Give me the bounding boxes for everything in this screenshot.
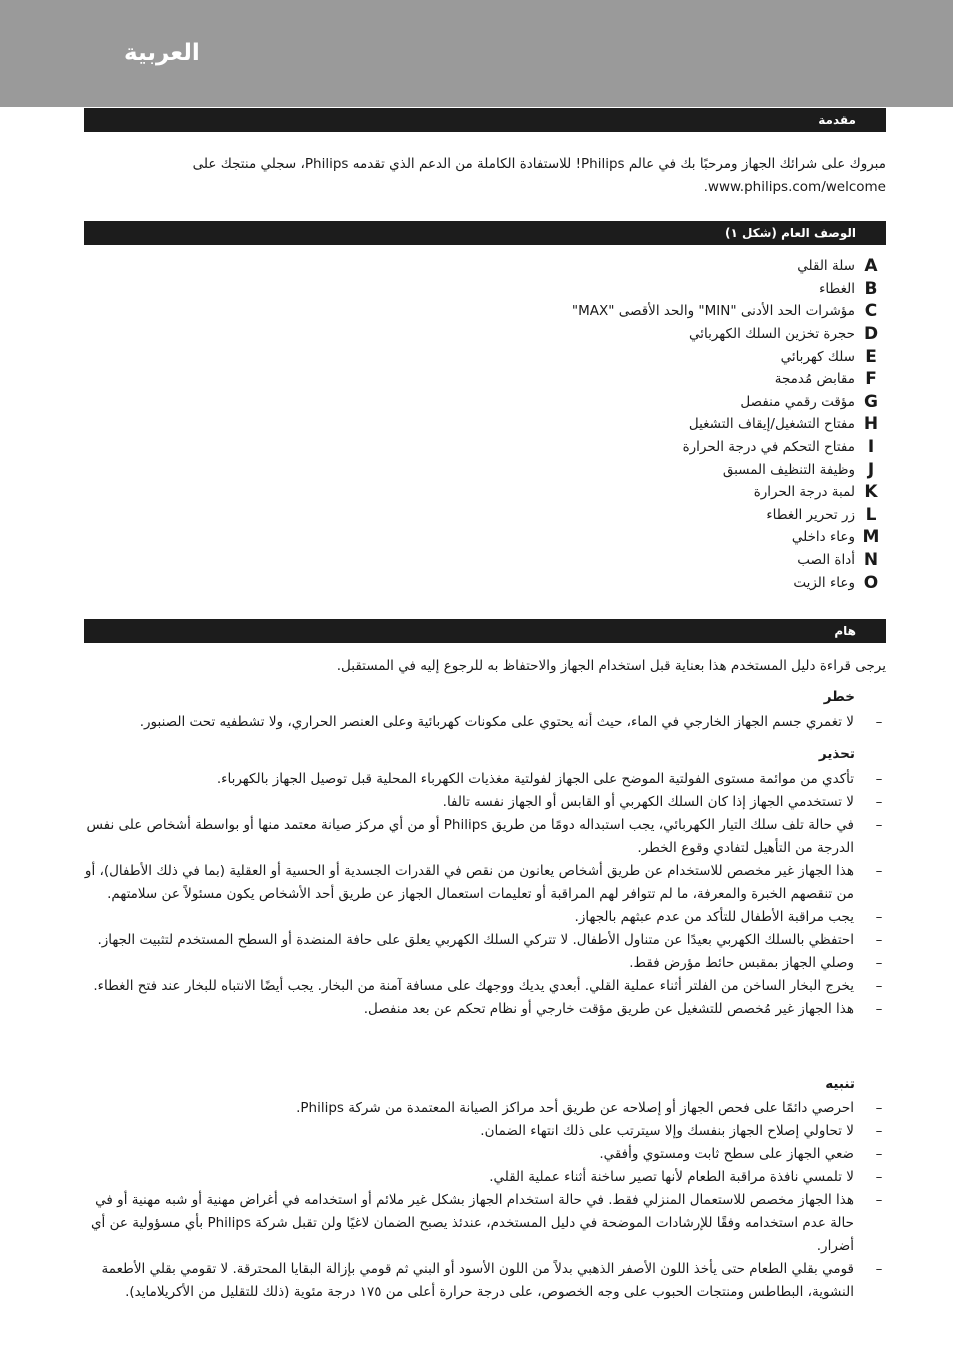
list-item — [84, 1166, 886, 1189]
list-item-text: هذا الجهاز غير مُخصص للتشغيل عن طريق مؤقت خارجي أو نظام تحكم عن بعد منفصل. — [363, 1001, 854, 1017]
part-item — [407, 504, 887, 527]
bullet-dash: – — [875, 932, 883, 948]
important-intro: يرجى قراءة دليل المستخدم هذا بعناية قبل استخدام الجهاز والاحتفاظ به للرجوع إليه في المستقبل. — [336, 658, 886, 674]
part-item — [407, 278, 887, 301]
part-item — [407, 526, 887, 549]
part-letter: B — [864, 278, 878, 299]
list-item-text: احتفظي بالسلك الكهربي بعيدًا عن متناول الأطفال. لا تتركي السلك الكهربي يعلق على حافة المنضدة أو السطح المستخدم لتثبيت الجهاز. — [97, 932, 854, 948]
part-label: زر تحرير الغطاء — [766, 506, 855, 523]
part-letter: N — [863, 550, 879, 571]
part-item — [407, 368, 887, 391]
list-item — [84, 975, 886, 998]
list-item-text: احرصي دائمًا على فحص الجهاز أو إصلاحه عن طريق أحد مراكز الصيانة المعتمدة من شركة Philips. — [296, 1100, 854, 1116]
list-item-text: قومي بقلي الطعام حتى يأخذ اللون الأصفر الذهبي بدلاً من اللون الأسود أو البني ثم قومي بإزالة البقايا المحترقة. لا تقومي بقلي الأطعمة النشوية، البطاطس ومنتجات الحبوب على وجه الخصوص، على درجة حرارة أعلى من ١٧٥ درجة مئوية (ذلك للتقليل من الأكريلامايد). — [101, 1261, 854, 1300]
warning-heading: تحذير — [818, 746, 855, 762]
list-item-text: هذا الجهاز غير مخصص للاستخدام عن طريق أشخاص يعانون من نقص في القدرات الجسدية أو الحسية أو العقلية (بما في ذلك الأطفال)، أو من تنقصهم الخبرة والمعرفة، ما لم تتوافر لهم المراقبة أو تعليمات استعمال الجهاز عن طريق أحد الأشخاص يكون مسئولاً عن سلامتهم. — [84, 863, 854, 902]
part-label: سلك كهربائي — [780, 348, 855, 365]
part-item — [407, 571, 887, 594]
part-label: حجرة تخزين السلك الكهربائي — [688, 326, 855, 343]
bullet-dash: – — [875, 1261, 883, 1277]
part-item — [407, 391, 887, 414]
intro-paragraph: مبروك على شرائك الجهاز ومرحبًا بك في عالم Philips! للاستفادة الكاملة من الدعم الذي تقدمه Philips، سجلي منتجك على www.philips.com/welcome. — [192, 156, 886, 195]
list-item — [84, 1120, 886, 1143]
bullet-dash: – — [875, 955, 883, 971]
list-item-text: تأكدي من موائمة مستوى الفولتية الموضح على الجهاز لفولتية مغذيات الكهرباء المحلية قبل توصيل الجهاز بالكهرباء. — [216, 771, 854, 787]
part-letter: G — [864, 391, 878, 412]
list-item — [84, 1258, 886, 1304]
list-item — [84, 860, 886, 906]
bullet-dash: – — [875, 1169, 883, 1185]
list-item — [84, 929, 886, 952]
list-item-text: وصلي الجهاز بمقبس حائط مؤرض فقط. — [629, 955, 854, 971]
part-item — [407, 481, 887, 504]
list-item-text: يجب مراقبة الأطفال للتأكد من عدم عبثهم بالجهاز. — [574, 909, 854, 925]
part-label: الغطاء — [819, 280, 855, 297]
bullet-dash: – — [875, 863, 883, 879]
caution-list — [84, 1097, 886, 1304]
part-letter: F — [865, 369, 877, 390]
bullet-dash: – — [875, 817, 883, 833]
section-header-important: هام — [84, 619, 886, 643]
part-letter: M — [862, 527, 880, 548]
part-item — [407, 255, 887, 278]
list-item-text: لا تستخدمي الجهاز إذا كان السلك الكهربي أو القابس أو الجهاز نفسه تالفا. — [442, 794, 854, 810]
part-label: لمبة درجة الحرارة — [753, 484, 855, 501]
top-banner — [0, 0, 953, 107]
part-label: مفتاح التحكم في درجة الحرارة — [682, 439, 855, 456]
bullet-dash: – — [875, 1001, 883, 1017]
caution-heading: تنبيه — [825, 1076, 855, 1092]
bullet-dash: – — [875, 794, 883, 810]
part-item — [407, 413, 887, 436]
list-item — [84, 952, 886, 975]
bullet-dash: – — [875, 1192, 883, 1208]
section-header-intro: مقدمة — [84, 108, 886, 132]
part-item — [407, 300, 887, 323]
part-item — [407, 345, 887, 368]
part-label: مقابض مُدمجة — [774, 371, 855, 388]
list-item-text: ضعي الجهاز على سطح ثابت ومستوي وأفقي. — [599, 1146, 854, 1162]
list-item — [84, 711, 886, 734]
part-label: وعاء الزيت — [793, 574, 855, 591]
bullet-dash: – — [875, 1100, 883, 1116]
list-item-text: هذا الجهاز مخصص للاستعمال المنزلي فقط. في حالة استخدام الجهاز بشكل غير ملائم أو استخدامه في أغراض مهنية أو شبه مهنية أو في حالة عدم استخدامه وفقًا للإرشادات الموضحة في دليل المستخدم، عندئذ يصبح الضمان لاغيًا ولن تقبل شركة Philips بأي مسؤولية عن أي أضرار. — [90, 1192, 854, 1254]
language-title: العربية — [124, 40, 200, 66]
part-label: أداة الصب — [797, 552, 855, 569]
parts-list — [407, 255, 887, 594]
part-item — [407, 458, 887, 481]
part-letter: K — [864, 482, 878, 503]
part-letter: J — [867, 459, 875, 480]
part-letter: I — [867, 437, 875, 458]
list-item-text: في حالة تلف سلك التيار الكهربائي، يجب استبداله دومًا من طريق Philips أو من أي مركز صيانة معتمد منها أو بواسطة أشخاص على نفس الدرجة من التأهيل لتفادي وقوع الخطر. — [86, 817, 854, 856]
part-label: مؤقت رقمي منفصل — [740, 393, 855, 410]
list-item-text: لا تحاولي إصلاح الجهاز بنفسك وإلا سيترتب على ذلك انتهاء الضمان. — [480, 1123, 854, 1139]
list-item — [84, 998, 886, 1021]
bullet-dash: – — [875, 1123, 883, 1139]
list-item — [84, 791, 886, 814]
part-item — [407, 549, 887, 572]
part-label: وعاء داخلي — [791, 529, 855, 546]
list-item — [84, 768, 886, 791]
bullet-dash: – — [875, 771, 883, 787]
warning-list — [84, 768, 886, 1021]
list-item — [84, 1143, 886, 1166]
part-letter: O — [863, 572, 879, 593]
section-header-overview: الوصف العام (شكل ١) — [84, 221, 886, 245]
part-letter: D — [863, 324, 879, 345]
list-item — [84, 906, 886, 929]
danger-heading: خطر — [823, 689, 855, 705]
part-label: وظيفة التنظيف المسبق — [722, 461, 855, 478]
part-letter: E — [865, 346, 877, 367]
part-label: مؤشرات الحد الأدنى "MIN" والحد الأقصى "MAX" — [571, 303, 855, 320]
part-label: مفتاح التشغيل/إيقاف التشغيل — [688, 416, 855, 433]
list-item — [84, 1189, 886, 1258]
part-item — [407, 436, 887, 459]
danger-list — [84, 711, 886, 734]
list-item-text: يخرج البخار الساخن من الفلتر أثناء عملية القلي. أبعدي يديك ووجهك على مسافة آمنة من البخار. يجب أيضًا الانتباه للبخار عند فتح الغطاء. — [93, 978, 854, 994]
list-item-text: لا تلمسي نافذة مراقبة الطعام لأنها تصير ساخنة أثناء عملية القلي. — [489, 1169, 854, 1185]
list-item — [84, 814, 886, 860]
bullet-dash: – — [875, 714, 883, 730]
list-item-text: لا تغمري جسم الجهاز الخارجي في الماء، حيث أنه يحتوي على مكونات كهربائية وعلى العنصر الحراري، ولا تشطفيه تحت الصنبور. — [139, 714, 854, 730]
list-item — [84, 1097, 886, 1120]
part-item — [407, 323, 887, 346]
bullet-dash: – — [875, 1146, 883, 1162]
part-label: سلة القلي — [797, 258, 855, 275]
part-letter: A — [864, 256, 878, 277]
bullet-dash: – — [875, 978, 883, 994]
bullet-dash: – — [875, 909, 883, 925]
part-letter: H — [863, 414, 879, 435]
part-letter: L — [865, 504, 877, 525]
part-letter: C — [864, 301, 878, 322]
